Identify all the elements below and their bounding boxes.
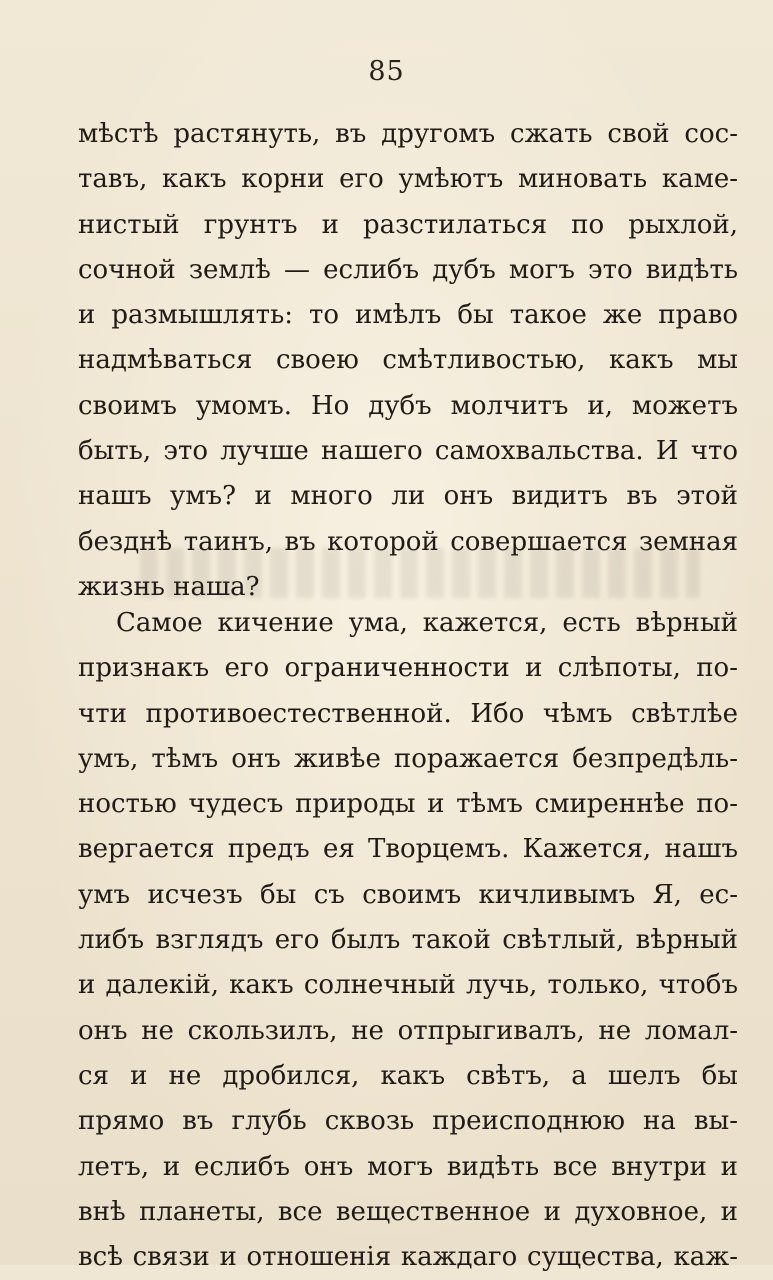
text-line: Самое кичение ума, кажется, есть вѣрный xyxy=(116,608,738,638)
text-line: прямо въ глубь сквозь преисподнюю на вы- xyxy=(78,1106,738,1137)
text-line: нашъ умъ? и много ли онъ видитъ въ этой xyxy=(78,481,738,512)
text-line: тавъ, какъ корни его умѣютъ миновать каме- xyxy=(78,164,738,195)
text-line: летъ, и еслибъ онъ могъ видѣть все внутри и xyxy=(78,1151,738,1182)
text-line: онъ не скользилъ, не отпрыгивалъ, не ломал- xyxy=(78,1015,738,1046)
text-line: и размышлять: то имѣлъ бы такое же право xyxy=(78,300,738,331)
text-line: ностью чудесъ природы и тѣмъ смиреннѣе по- xyxy=(78,789,738,820)
text-line: либъ взглядъ его былъ такой свѣтлый, вѣрный xyxy=(78,925,738,956)
text-line: сочной землѣ — еслибъ дубъ могъ это видѣть xyxy=(78,254,738,285)
text-line: мѣстѣ растянуть, въ другомъ сжать свой сос- xyxy=(78,119,738,149)
text-line: и далекій, какъ солнечный лучь, только, чтобъ xyxy=(78,970,738,1001)
text-line: вергается предъ ея Творцемъ. Кажется, нашъ xyxy=(78,834,738,865)
text-line: чти противоестественной. Ибо чѣмъ свѣтлѣе xyxy=(78,698,738,729)
text-line: быть, это лучше нашего самохвальства. И что xyxy=(78,436,738,467)
text-line: признакъ его ограниченности и слѣпоты, по- xyxy=(78,653,738,684)
text-line: своимъ умомъ. Но дубъ молчитъ и, можетъ xyxy=(78,390,738,421)
text-line: надмѣваться своею смѣтливостью, какъ мы xyxy=(78,345,738,376)
text-line: внѣ планеты, все вещественное и духовное, и xyxy=(78,1196,738,1227)
text-line: нистый грунтъ и разстилаться по рыхлой, xyxy=(78,209,738,240)
text-line: всѣ связи и отношенія каждаго существа, каж- xyxy=(78,1242,738,1273)
text-line: безднѣ таинъ, въ которой совершается земная xyxy=(78,526,738,557)
text-line: жизнь наша? xyxy=(78,571,260,602)
page-number: 85 xyxy=(368,56,405,87)
paragraph-1 xyxy=(78,112,738,610)
paragraph-2 xyxy=(78,601,738,1280)
text-line: умъ исчезъ бы съ своимъ кичливымъ Я, ес- xyxy=(78,879,738,910)
text-line: умъ, тѣмъ онъ живѣе поражается безпредѣль- xyxy=(78,743,738,774)
text-line: ся и не дробился, какъ свѣтъ, а шелъ бы xyxy=(78,1060,738,1091)
